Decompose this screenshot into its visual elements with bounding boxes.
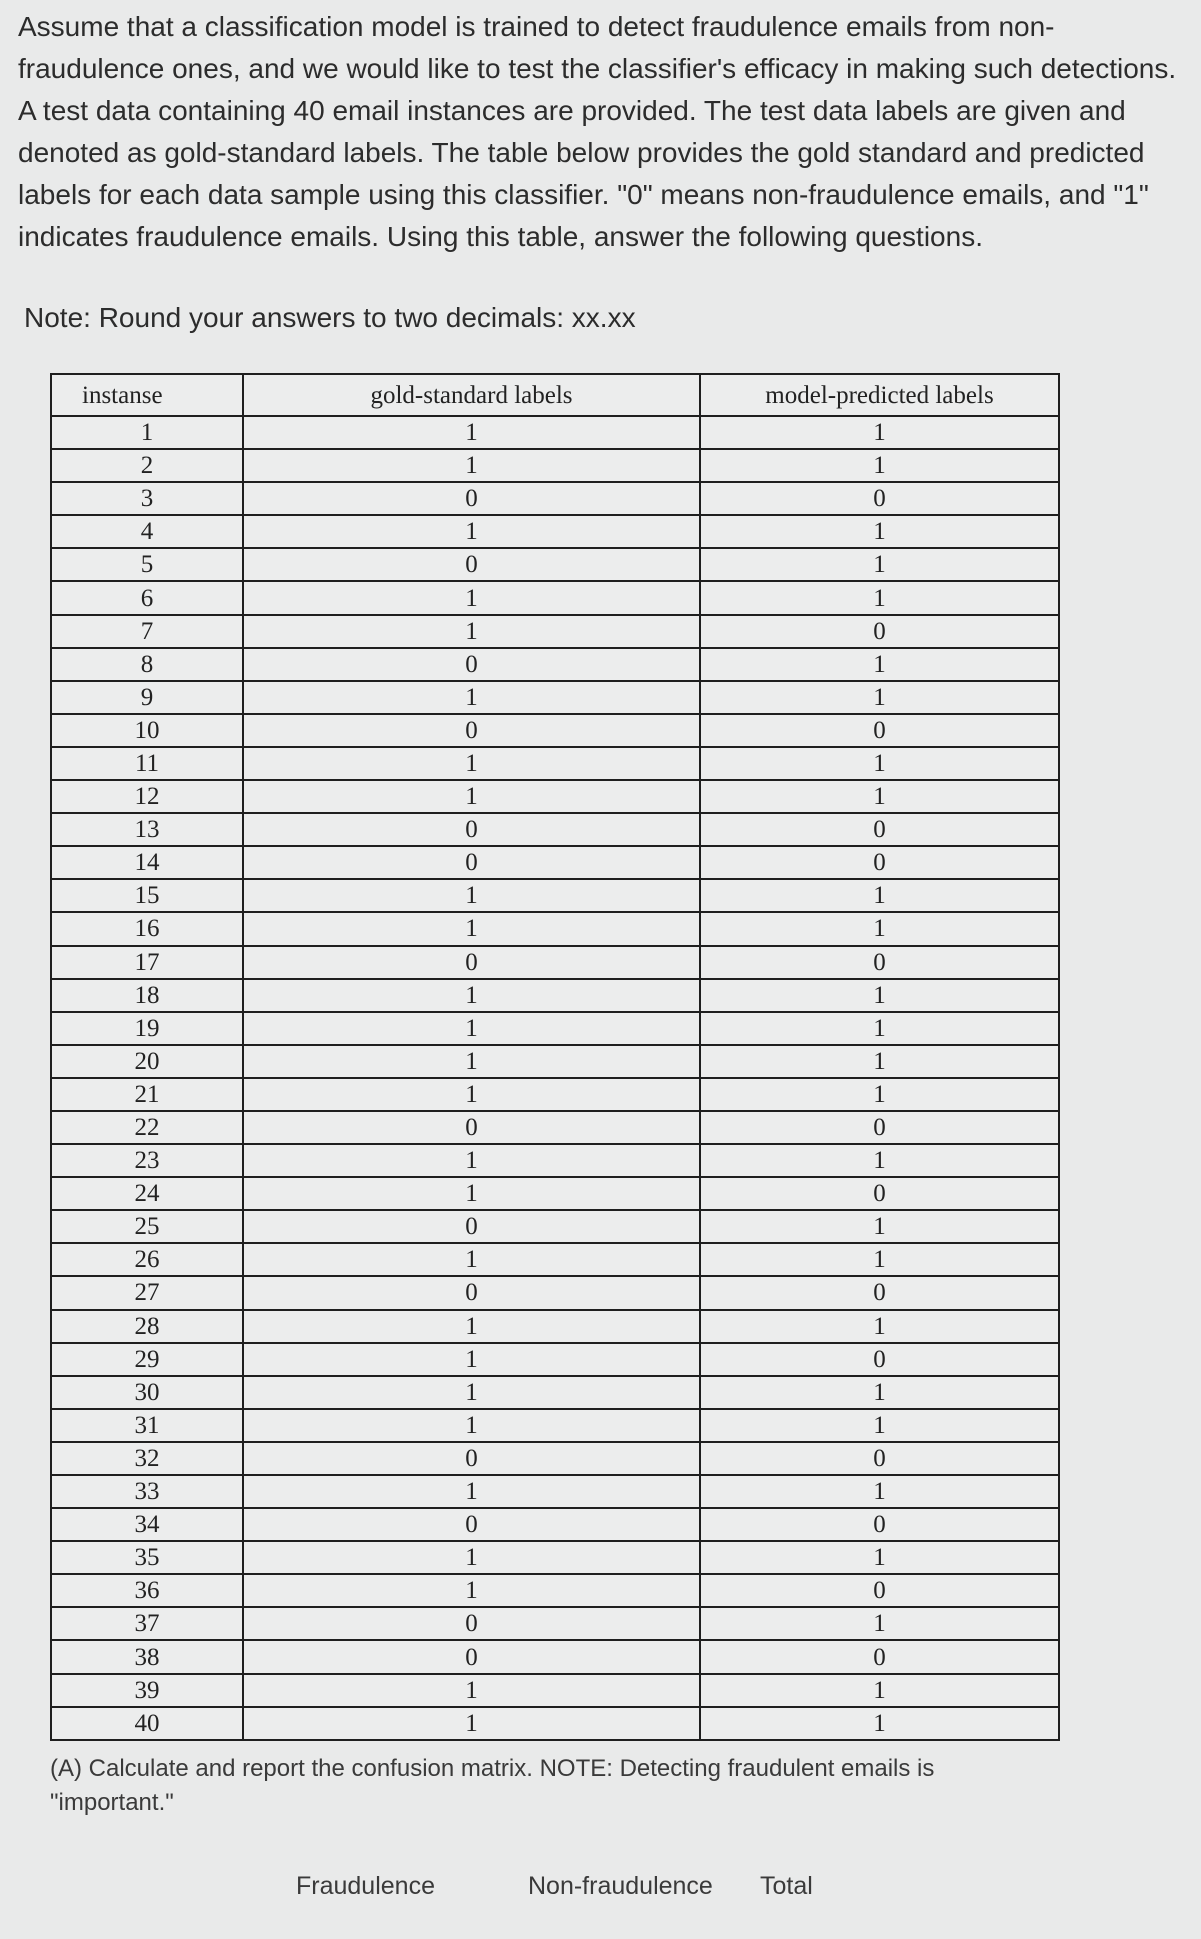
predicted-label-cell: 1 — [700, 581, 1059, 614]
instance-cell: 28 — [51, 1310, 243, 1343]
table-row — [51, 1475, 1059, 1508]
predicted-label-cell: 0 — [700, 1640, 1059, 1673]
predicted-label-cell: 1 — [700, 1243, 1059, 1276]
intro-line: fraudulence ones, and we would like to test the classifier's efficacy in making such detections. — [18, 53, 1177, 84]
instance-cell: 1 — [51, 416, 243, 449]
table-row — [51, 813, 1059, 846]
predicted-label-cell: 1 — [700, 515, 1059, 548]
instance-cell: 11 — [51, 747, 243, 780]
table-row — [51, 946, 1059, 979]
table-row — [51, 581, 1059, 614]
table-row — [51, 515, 1059, 548]
gold-label-cell: 1 — [243, 747, 700, 780]
instance-cell: 30 — [51, 1376, 243, 1409]
gold-label-cell: 0 — [243, 482, 700, 515]
instance-cell: 25 — [51, 1210, 243, 1243]
predicted-label-cell: 1 — [700, 912, 1059, 945]
intro-line: A test data containing 40 email instances are provided. The test data labels are given and — [18, 95, 1126, 126]
gold-label-cell: 1 — [243, 581, 700, 614]
instance-cell: 36 — [51, 1574, 243, 1607]
question-line: (A) Calculate and report the confusion matrix. NOTE: Detecting fraudulent emails is — [50, 1755, 935, 1782]
gold-label-cell: 1 — [243, 979, 700, 1012]
gold-label-cell: 0 — [243, 1276, 700, 1309]
predicted-label-cell: 0 — [700, 946, 1059, 979]
predicted-label-cell: 1 — [700, 747, 1059, 780]
gold-label-cell: 0 — [243, 1111, 700, 1144]
predicted-label-cell: 0 — [700, 1508, 1059, 1541]
gold-label-cell: 1 — [243, 1409, 700, 1442]
instance-cell: 12 — [51, 780, 243, 813]
matrix-header-fraudulence: Fraudulence — [296, 1872, 435, 1900]
predicted-label-cell: 1 — [700, 1409, 1059, 1442]
instance-cell: 38 — [51, 1640, 243, 1673]
gold-label-cell: 0 — [243, 1640, 700, 1673]
gold-label-cell: 0 — [243, 813, 700, 846]
gold-label-cell: 0 — [243, 1210, 700, 1243]
instance-cell: 19 — [51, 1012, 243, 1045]
table-row — [51, 482, 1059, 515]
gold-label-cell: 1 — [243, 1045, 700, 1078]
table-row — [51, 1607, 1059, 1640]
predicted-label-cell: 0 — [700, 846, 1059, 879]
predicted-label-cell: 0 — [700, 1177, 1059, 1210]
instance-cell: 20 — [51, 1045, 243, 1078]
table-row — [51, 416, 1059, 449]
gold-label-cell: 1 — [243, 1177, 700, 1210]
gold-label-cell: 1 — [243, 879, 700, 912]
gold-label-cell: 0 — [243, 846, 700, 879]
predicted-label-cell: 1 — [700, 681, 1059, 714]
predicted-label-cell: 1 — [700, 449, 1059, 482]
instance-cell: 40 — [51, 1707, 243, 1740]
table-row — [51, 1707, 1059, 1740]
predicted-label-cell: 1 — [700, 1541, 1059, 1574]
instance-cell: 35 — [51, 1541, 243, 1574]
instance-cell: 17 — [51, 946, 243, 979]
matrix-header-non-fraudulence: Non-fraudulence — [528, 1872, 713, 1900]
predicted-label-cell: 1 — [700, 1376, 1059, 1409]
predicted-label-cell: 1 — [700, 1607, 1059, 1640]
table-row — [51, 548, 1059, 581]
predicted-label-cell: 1 — [700, 648, 1059, 681]
instance-cell: 22 — [51, 1111, 243, 1144]
instance-cell: 26 — [51, 1243, 243, 1276]
gold-label-cell: 1 — [243, 1343, 700, 1376]
predicted-label-cell: 1 — [700, 548, 1059, 581]
table-body — [51, 416, 1059, 1740]
predicted-label-cell: 0 — [700, 615, 1059, 648]
instance-cell: 18 — [51, 979, 243, 1012]
table-row — [51, 1210, 1059, 1243]
labels-table-container — [50, 373, 1060, 1741]
table-row — [51, 912, 1059, 945]
column-header-predicted: model-predicted labels — [700, 374, 1059, 416]
table-row — [51, 780, 1059, 813]
instance-cell: 8 — [51, 648, 243, 681]
instance-cell: 29 — [51, 1343, 243, 1376]
predicted-label-cell: 1 — [700, 979, 1059, 1012]
table-row — [51, 1541, 1059, 1574]
intro-line: Assume that a classification model is trained to detect fraudulence emails from non- — [18, 11, 1055, 42]
rounding-note: Note: Round your answers to two decimals: xx.xx — [24, 302, 636, 333]
table-row — [51, 1442, 1059, 1475]
instance-cell: 39 — [51, 1674, 243, 1707]
predicted-label-cell: 1 — [700, 1310, 1059, 1343]
instance-cell: 33 — [51, 1475, 243, 1508]
gold-label-cell: 1 — [243, 1475, 700, 1508]
gold-label-cell: 1 — [243, 780, 700, 813]
table-row — [51, 1144, 1059, 1177]
predicted-label-cell: 0 — [700, 1442, 1059, 1475]
table-row — [51, 1674, 1059, 1707]
table-header-row — [51, 374, 1059, 416]
instance-cell: 16 — [51, 912, 243, 945]
gold-label-cell: 1 — [243, 1310, 700, 1343]
matrix-header-total: Total — [760, 1872, 813, 1900]
question-line: "important." — [50, 1789, 174, 1816]
instance-cell: 32 — [51, 1442, 243, 1475]
table-row — [51, 1508, 1059, 1541]
predicted-label-cell: 0 — [700, 1574, 1059, 1607]
instance-cell: 9 — [51, 681, 243, 714]
instance-cell: 27 — [51, 1276, 243, 1309]
gold-label-cell: 1 — [243, 1574, 700, 1607]
intro-line: labels for each data sample using this classifier. "0" means non-fraudulence emails, and "1" — [18, 179, 1149, 210]
gold-label-cell: 1 — [243, 416, 700, 449]
gold-label-cell: 1 — [243, 1144, 700, 1177]
predicted-label-cell: 0 — [700, 1343, 1059, 1376]
gold-label-cell: 1 — [243, 1078, 700, 1111]
gold-label-cell: 1 — [243, 1541, 700, 1574]
table-row — [51, 1276, 1059, 1309]
table-row — [51, 1409, 1059, 1442]
instance-cell: 14 — [51, 846, 243, 879]
table-row — [51, 1111, 1059, 1144]
instance-cell: 6 — [51, 581, 243, 614]
predicted-label-cell: 1 — [700, 1144, 1059, 1177]
gold-label-cell: 0 — [243, 1442, 700, 1475]
predicted-label-cell: 0 — [700, 482, 1059, 515]
table-row — [51, 1376, 1059, 1409]
table-row — [51, 846, 1059, 879]
predicted-label-cell: 1 — [700, 1674, 1059, 1707]
gold-label-cell: 1 — [243, 615, 700, 648]
table-row — [51, 1640, 1059, 1673]
instance-cell: 7 — [51, 615, 243, 648]
predicted-label-cell: 1 — [700, 1045, 1059, 1078]
intro-line: denoted as gold-standard labels. The table below provides the gold standard and predicted — [18, 137, 1145, 168]
predicted-label-cell: 1 — [700, 780, 1059, 813]
table-row — [51, 1243, 1059, 1276]
predicted-label-cell: 1 — [700, 1475, 1059, 1508]
table-row — [51, 1012, 1059, 1045]
gold-label-cell: 0 — [243, 1508, 700, 1541]
problem-statement — [18, 6, 1188, 258]
gold-label-cell: 0 — [243, 648, 700, 681]
table-row — [51, 879, 1059, 912]
gold-label-cell: 0 — [243, 548, 700, 581]
table-row — [51, 681, 1059, 714]
gold-label-cell: 1 — [243, 912, 700, 945]
table-row — [51, 1045, 1059, 1078]
gold-label-cell: 1 — [243, 1012, 700, 1045]
table-row — [51, 979, 1059, 1012]
predicted-label-cell: 0 — [700, 1111, 1059, 1144]
predicted-label-cell: 1 — [700, 1210, 1059, 1243]
instance-cell: 24 — [51, 1177, 243, 1210]
instance-cell: 5 — [51, 548, 243, 581]
table-row — [51, 648, 1059, 681]
table-row — [51, 714, 1059, 747]
gold-label-cell: 0 — [243, 714, 700, 747]
gold-label-cell: 1 — [243, 1707, 700, 1740]
predicted-label-cell: 1 — [700, 1078, 1059, 1111]
gold-label-cell: 1 — [243, 1243, 700, 1276]
gold-label-cell: 0 — [243, 1607, 700, 1640]
instance-cell: 4 — [51, 515, 243, 548]
table-row — [51, 1310, 1059, 1343]
instance-cell: 34 — [51, 1508, 243, 1541]
predicted-label-cell: 0 — [700, 813, 1059, 846]
predicted-label-cell: 1 — [700, 1707, 1059, 1740]
column-header-instance: instanse — [51, 374, 243, 416]
column-header-gold: gold-standard labels — [243, 374, 700, 416]
predicted-label-cell: 1 — [700, 879, 1059, 912]
gold-label-cell: 1 — [243, 449, 700, 482]
gold-label-cell: 1 — [243, 515, 700, 548]
table-row — [51, 1078, 1059, 1111]
predicted-label-cell: 1 — [700, 416, 1059, 449]
table-row — [51, 1343, 1059, 1376]
table-row — [51, 1177, 1059, 1210]
predicted-label-cell: 0 — [700, 714, 1059, 747]
predicted-label-cell: 1 — [700, 1012, 1059, 1045]
gold-label-cell: 1 — [243, 1376, 700, 1409]
intro-line: indicates fraudulence emails. Using this table, answer the following questions. — [18, 221, 983, 252]
instance-cell: 2 — [51, 449, 243, 482]
question-a — [50, 1752, 1090, 1820]
instance-cell: 10 — [51, 714, 243, 747]
instance-cell: 15 — [51, 879, 243, 912]
table-row — [51, 449, 1059, 482]
table-row — [51, 615, 1059, 648]
instance-cell: 23 — [51, 1144, 243, 1177]
instance-cell: 3 — [51, 482, 243, 515]
gold-label-cell: 1 — [243, 681, 700, 714]
table-row — [51, 1574, 1059, 1607]
labels-table — [50, 373, 1060, 1741]
gold-label-cell: 0 — [243, 946, 700, 979]
table-row — [51, 747, 1059, 780]
gold-label-cell: 1 — [243, 1674, 700, 1707]
instance-cell: 31 — [51, 1409, 243, 1442]
instance-cell: 37 — [51, 1607, 243, 1640]
instance-cell: 21 — [51, 1078, 243, 1111]
predicted-label-cell: 0 — [700, 1276, 1059, 1309]
instance-cell: 13 — [51, 813, 243, 846]
